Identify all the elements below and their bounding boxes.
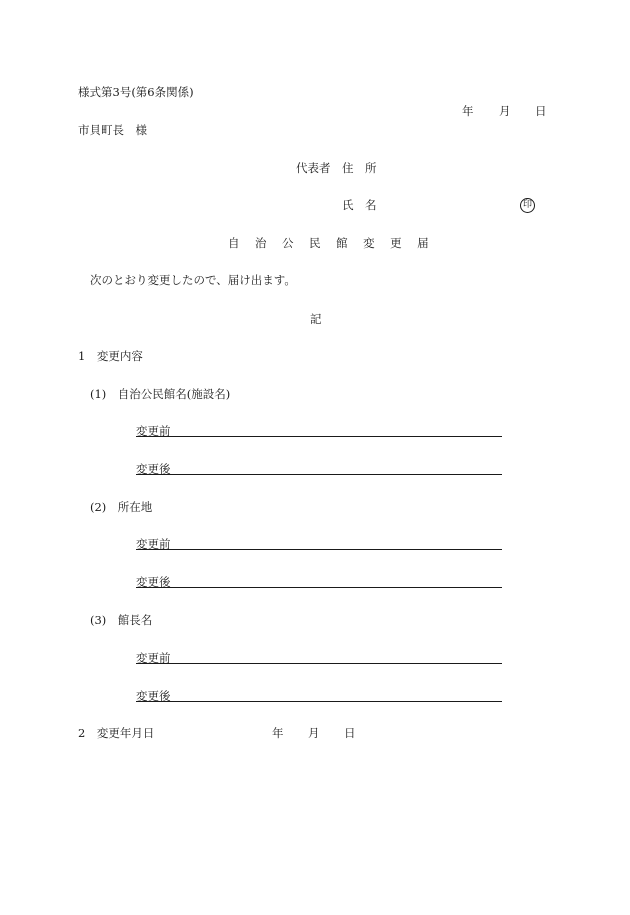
item2-before-label: 変更前 (136, 537, 171, 551)
form-number: 様式第3号(第6条関係) (78, 85, 194, 99)
item1-after-label: 変更後 (136, 462, 171, 476)
ki-heading: 記 (310, 312, 322, 326)
change-date-year: 年 (272, 726, 284, 740)
name-label: 氏 名 (342, 198, 377, 212)
item2-after-label: 変更後 (136, 575, 171, 589)
item1-label: (1) 自治公民館名(施設名) (90, 387, 231, 401)
item3-before-label: 変更前 (136, 651, 171, 665)
item3-after-label: 変更後 (136, 689, 171, 703)
section1-title: 1 変更内容 (78, 349, 143, 363)
item1-before-line[interactable] (136, 436, 502, 437)
change-date-month: 月 (308, 726, 320, 740)
section2-title: 2 変更年月日 (78, 726, 155, 740)
intro-text: 次のとおり変更したので、届け出ます。 (90, 273, 296, 287)
header-date-month: 月 (499, 104, 511, 118)
item3-before-line[interactable] (136, 663, 502, 664)
item2-before-line[interactable] (136, 549, 502, 550)
item2-after-line[interactable] (136, 587, 502, 588)
item2-label: (2) 所在地 (90, 500, 153, 514)
representative-label: 代表者 (296, 161, 331, 175)
item1-before-label: 変更前 (136, 424, 171, 438)
addressee: 市貝町長 様 (78, 123, 147, 137)
address-label: 住 所 (342, 161, 377, 175)
item1-after-line[interactable] (136, 474, 502, 475)
item3-label: (3) 館長名 (90, 613, 153, 627)
item3-after-line[interactable] (136, 701, 502, 702)
change-date-day: 日 (344, 726, 356, 740)
header-date-year: 年 (462, 104, 474, 118)
document-title: 自治公民館変更届 (228, 236, 445, 250)
header-date-day: 日 (535, 104, 547, 118)
seal-mark: 印 (520, 198, 535, 213)
